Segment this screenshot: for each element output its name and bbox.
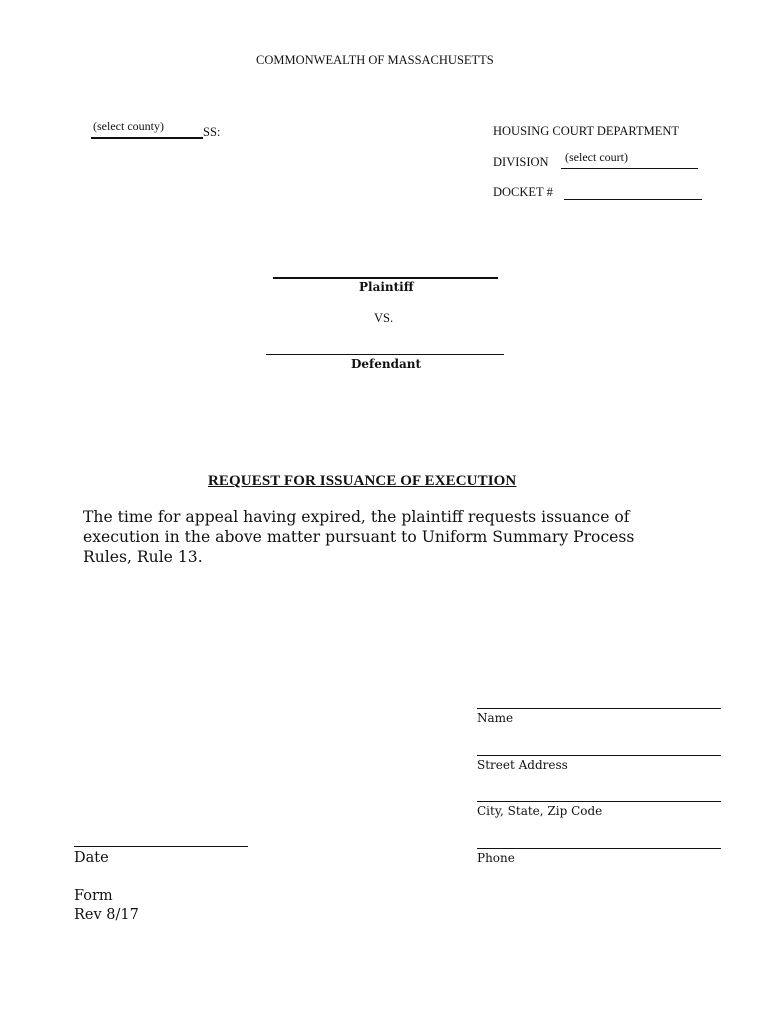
plaintiff-line[interactable] [273, 277, 498, 279]
street-address-label: Street Address [477, 758, 568, 772]
division-underline [561, 168, 698, 169]
phone-label: Phone [477, 851, 515, 865]
court-select[interactable]: (select court) [565, 150, 628, 164]
form-label: Form [74, 888, 113, 904]
request-body-text: The time for appeal having expired, the plaintiff requests issuance of execution in the above matter pursuant to Uniform Summary Process Rules, Rule 13. [83, 508, 635, 566]
phone-field[interactable] [477, 848, 721, 849]
city-state-zip-label: City, State, Zip Code [477, 804, 603, 818]
docket-label: DOCKET # [493, 185, 553, 199]
commonwealth-heading: COMMONWEALTH OF MASSACHUSETTS [256, 53, 494, 67]
vs-label: VS. [374, 311, 394, 325]
division-label: DIVISION [493, 155, 549, 169]
department-label: HOUSING COURT DEPARTMENT [493, 124, 680, 138]
docket-field[interactable] [564, 199, 702, 200]
city-state-zip-field[interactable] [477, 801, 721, 802]
street-address-field[interactable] [477, 755, 721, 756]
date-label: Date [74, 850, 109, 866]
name-label: Name [477, 711, 514, 725]
plaintiff-label: Plaintiff [359, 280, 414, 294]
name-field[interactable] [477, 708, 721, 709]
date-field[interactable] [74, 846, 248, 847]
revision-label: Rev 8/17 [74, 907, 139, 923]
ss-label: SS: [203, 125, 221, 139]
defendant-line[interactable] [266, 354, 504, 355]
page-title: REQUEST FOR ISSUANCE OF EXECUTION [208, 473, 517, 489]
defendant-label: Defendant [351, 357, 421, 371]
county-select[interactable]: (select county) [93, 119, 164, 133]
county-underline [91, 137, 203, 139]
